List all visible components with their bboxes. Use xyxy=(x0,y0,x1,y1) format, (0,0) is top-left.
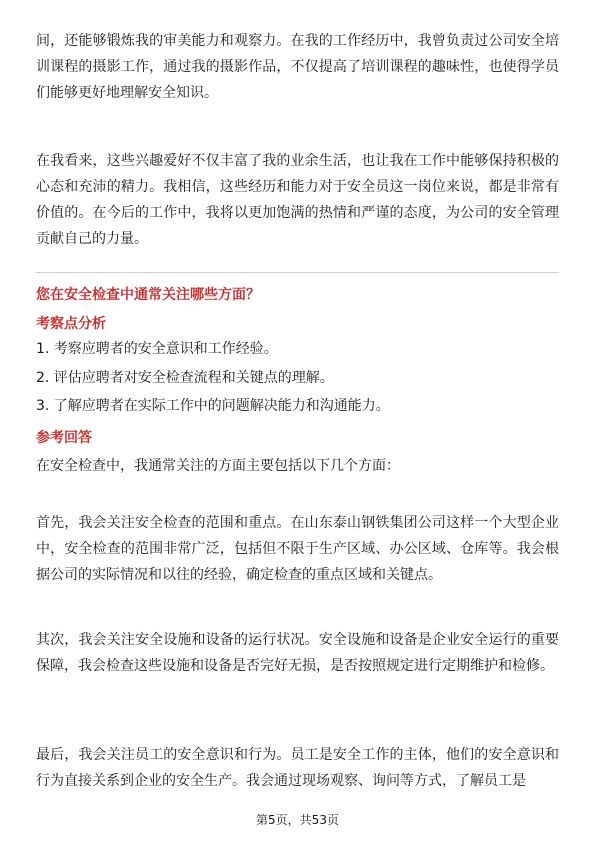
answer-paragraph: 首先，我会关注安全检查的范围和重点。在山东泰山钢铁集团公司这样一个大型企业中，安全检查的范围非常广泛，包括但不限于生产区域、办公区域、仓库等。我会根据公司的实际情况和以往的经验，确定检查的重点区域和关键点。 xyxy=(36,515,559,583)
analysis-item: 2. 评估应聘者对安全检查流程和关键点的理解。 xyxy=(36,370,334,386)
intro-paragraph: 间，还能够锻炼我的审美能力和观察力。在我的工作经历中，我曾负责过公司安全培训课程的摄影工作，通过我的摄影作品，不仅提高了培训课程的趣味性，也使得学员们能够更好地理解安全知识。 xyxy=(36,33,559,101)
interview-question: 您在安全检查中通常关注哪些方面？ xyxy=(36,287,260,303)
analysis-item: 3. 了解应聘者在实际工作中的问题解决能力和沟通能力。 xyxy=(36,398,390,414)
closing-paragraph: 在我看来，这些兴趣爱好不仅丰富了我的业余生活，也让我在工作中能够保持积极的心态和充沛的精力。我相信，这些经历和能力对于安全员这一岗位来说，都是非常有价值的。在今后的工作中，我将以更加饱满的热情和严谨的态度，为公司的安全管理贡献自己的力量。 xyxy=(36,153,559,247)
answer-paragraph: 在安全检查中，我通常关注的方面主要包括以下几个方面： xyxy=(36,458,400,474)
analysis-heading: 考察点分析 xyxy=(36,316,106,332)
page-number: 第5页，共53页 xyxy=(256,813,339,827)
document-page xyxy=(36,0,559,842)
answer-paragraph: 其次，我会关注安全设施和设备的运行状况。安全设施和设备是企业安全运行的重要保障，我会检查这些设施和设备是否完好无损，是否按照规定进行定期维护和检修。 xyxy=(36,632,559,674)
answer-heading: 参考回答 xyxy=(36,430,92,446)
answer-paragraph: 最后，我会关注员工的安全意识和行为。员工是安全工作的主体，他们的安全意识和行为直接关系到企业的安全生产。我会通过现场观察、询问等方式，了解员工是 xyxy=(36,747,559,789)
section-divider xyxy=(36,272,559,273)
analysis-item: 1. 考察应聘者的安全意识和工作经验。 xyxy=(36,341,278,357)
